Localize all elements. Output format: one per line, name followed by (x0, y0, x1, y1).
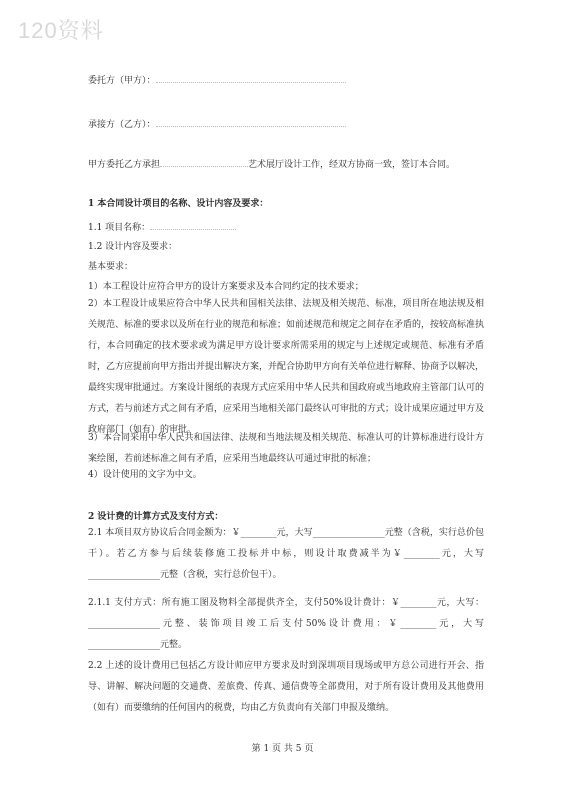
client-line (88, 72, 346, 88)
fee-p22: 2.2 上述的设计费用已包括乙方设计师应甲方要求及时到深圳项目现场或甲方总公司进行开会、指导、讲解、解决问题的交通费、差旅费、传真、通信费等全部费用，对于所有设计费用及其他费用（如有）而要缴纳的任何国内的税费，均由乙方负责向有关部门申报及缴纳。 (88, 661, 484, 713)
page-number: 第 1 页 共 5 页 (251, 744, 314, 754)
project-blank[interactable] (160, 156, 248, 167)
item-name-line (88, 219, 236, 235)
item-name-blank[interactable] (150, 219, 236, 230)
section1-heading: 1 本合同设计项目的名称、设计内容及要求： (88, 199, 269, 209)
req-p3: 3）本合同采用中华人民共和国法律、法规和当地法规及相关规范、标准认可的计算标准进行设计方案绘图，若前述标准之间有矛盾，应采用当地最终认可通过审批的标准； (88, 433, 484, 464)
item-name-label: 1.1 项目名称： (88, 223, 151, 233)
section2-heading: 2 设计费的计算方式及支付方式： (88, 512, 224, 522)
watermark-logo: 120资料 (18, 18, 104, 43)
req-p4: 4）设计使用的文字为中文。 (88, 470, 202, 480)
contractor-blank[interactable] (156, 116, 346, 127)
item-content-label: 1.2 设计内容及要求： (88, 242, 178, 252)
intro-pre: 甲方委托乙方承担 (88, 160, 161, 170)
intro-post: 艺术展厅设计工作，经双方协商一致，签订本合同。 (248, 160, 456, 170)
fee-p21: 2.1 本项目双方协议后合同金额为：￥________元，大写________________元整（含税，实行总价包干）。若乙方参与后续装修施工投标并中标，则设计取费减半为￥________元，大写________________元整（含税，实行总价包干）。 (88, 528, 484, 580)
client-blank[interactable] (156, 72, 346, 83)
intro-line (88, 156, 455, 172)
basic-req-label: 基本要求： (88, 262, 134, 272)
fee-p211: 2.1.1 支付方式：所有施工图及物料全部提供齐全，支付50%设计费计：￥________元，大写：________________元整、装饰项目竣工后支付50%设计费用：￥________元，大写________________元整。 (88, 598, 484, 650)
req-p2: 2）本工程设计成果应符合中华人民共和国相关法律、法规及相关规范、标准，项目所在地法规及相关规范、标准的要求以及所在行业的规范和标准；如前述规范和规定之间存在矛盾的，按较高标准执行，本合同确定的技术要求或为满足甲方设计要求所需采用的规定与上述规定或规范、标准有矛盾时，乙方应提前向甲方指出并提出解决方案，并配合协助甲方向有关单位进行解释、协商予以解决，最终实现审批通过。方案设计图纸的表现方式应采用中华人民共和国政府或当地政府主管部门认可的方式，若与前述方式之间有矛盾，应采用当地相关部门最终认可审批的方式；设计成果应通过甲方及政府部门（如有）的审批。 (88, 299, 485, 435)
contractor-label: 承接方（乙方）： (88, 120, 156, 130)
contractor-line (88, 116, 346, 132)
req-p1: 1）本工程设计应符合甲方的设计方案要求及本合同约定的技术要求； (88, 282, 364, 292)
client-label: 委托方（甲方）： (88, 76, 156, 86)
